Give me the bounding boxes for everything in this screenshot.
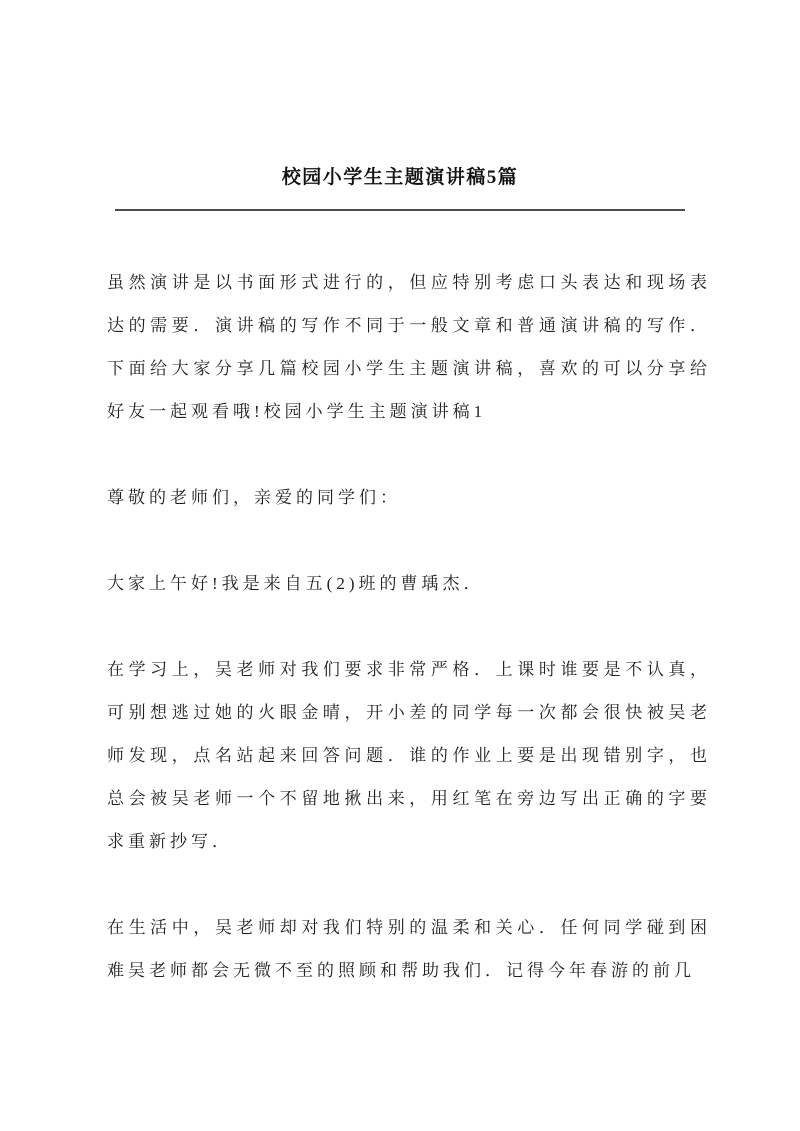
title-divider xyxy=(115,209,685,211)
document-body xyxy=(107,261,711,992)
paragraph: 尊敬的老师们，亲爱的同学们： xyxy=(107,488,401,507)
paragraph: 在生活中，吴老师却对我们特别的温柔和关心．任何同学碰到困难吴老师都会无微不至的照顾和帮助我们．记得今年春游的前几 xyxy=(107,918,711,980)
paragraph: 在学习上，吴老师对我们要求非常严格．上课时谁要是不认真，可别想逃过她的火眼金晴，开小差的同学每一次都会很快被吴老师发现，点名站起来回答问题．谁的作业上要是出现错别字，也总会被吴老师一个不留地揪出来，用红笔在旁边写出正确的字要求重新抄写． xyxy=(107,660,711,851)
document-title: 校园小学生主题演讲稿5篇 xyxy=(281,167,519,188)
paragraph: 虽然演讲是以书面形式进行的，但应特别考虑口头表达和现场表达的需要．演讲稿的写作不同于一般文章和普通演讲稿的写作．下面给大家分享几篇校园小学生主题演讲稿，喜欢的可以分享给好友一起观看哦!校园小学生主题演讲稿1 xyxy=(107,273,711,421)
paragraph: 大家上午好!我是来自五(2)班的曹瑀杰． xyxy=(107,574,485,593)
